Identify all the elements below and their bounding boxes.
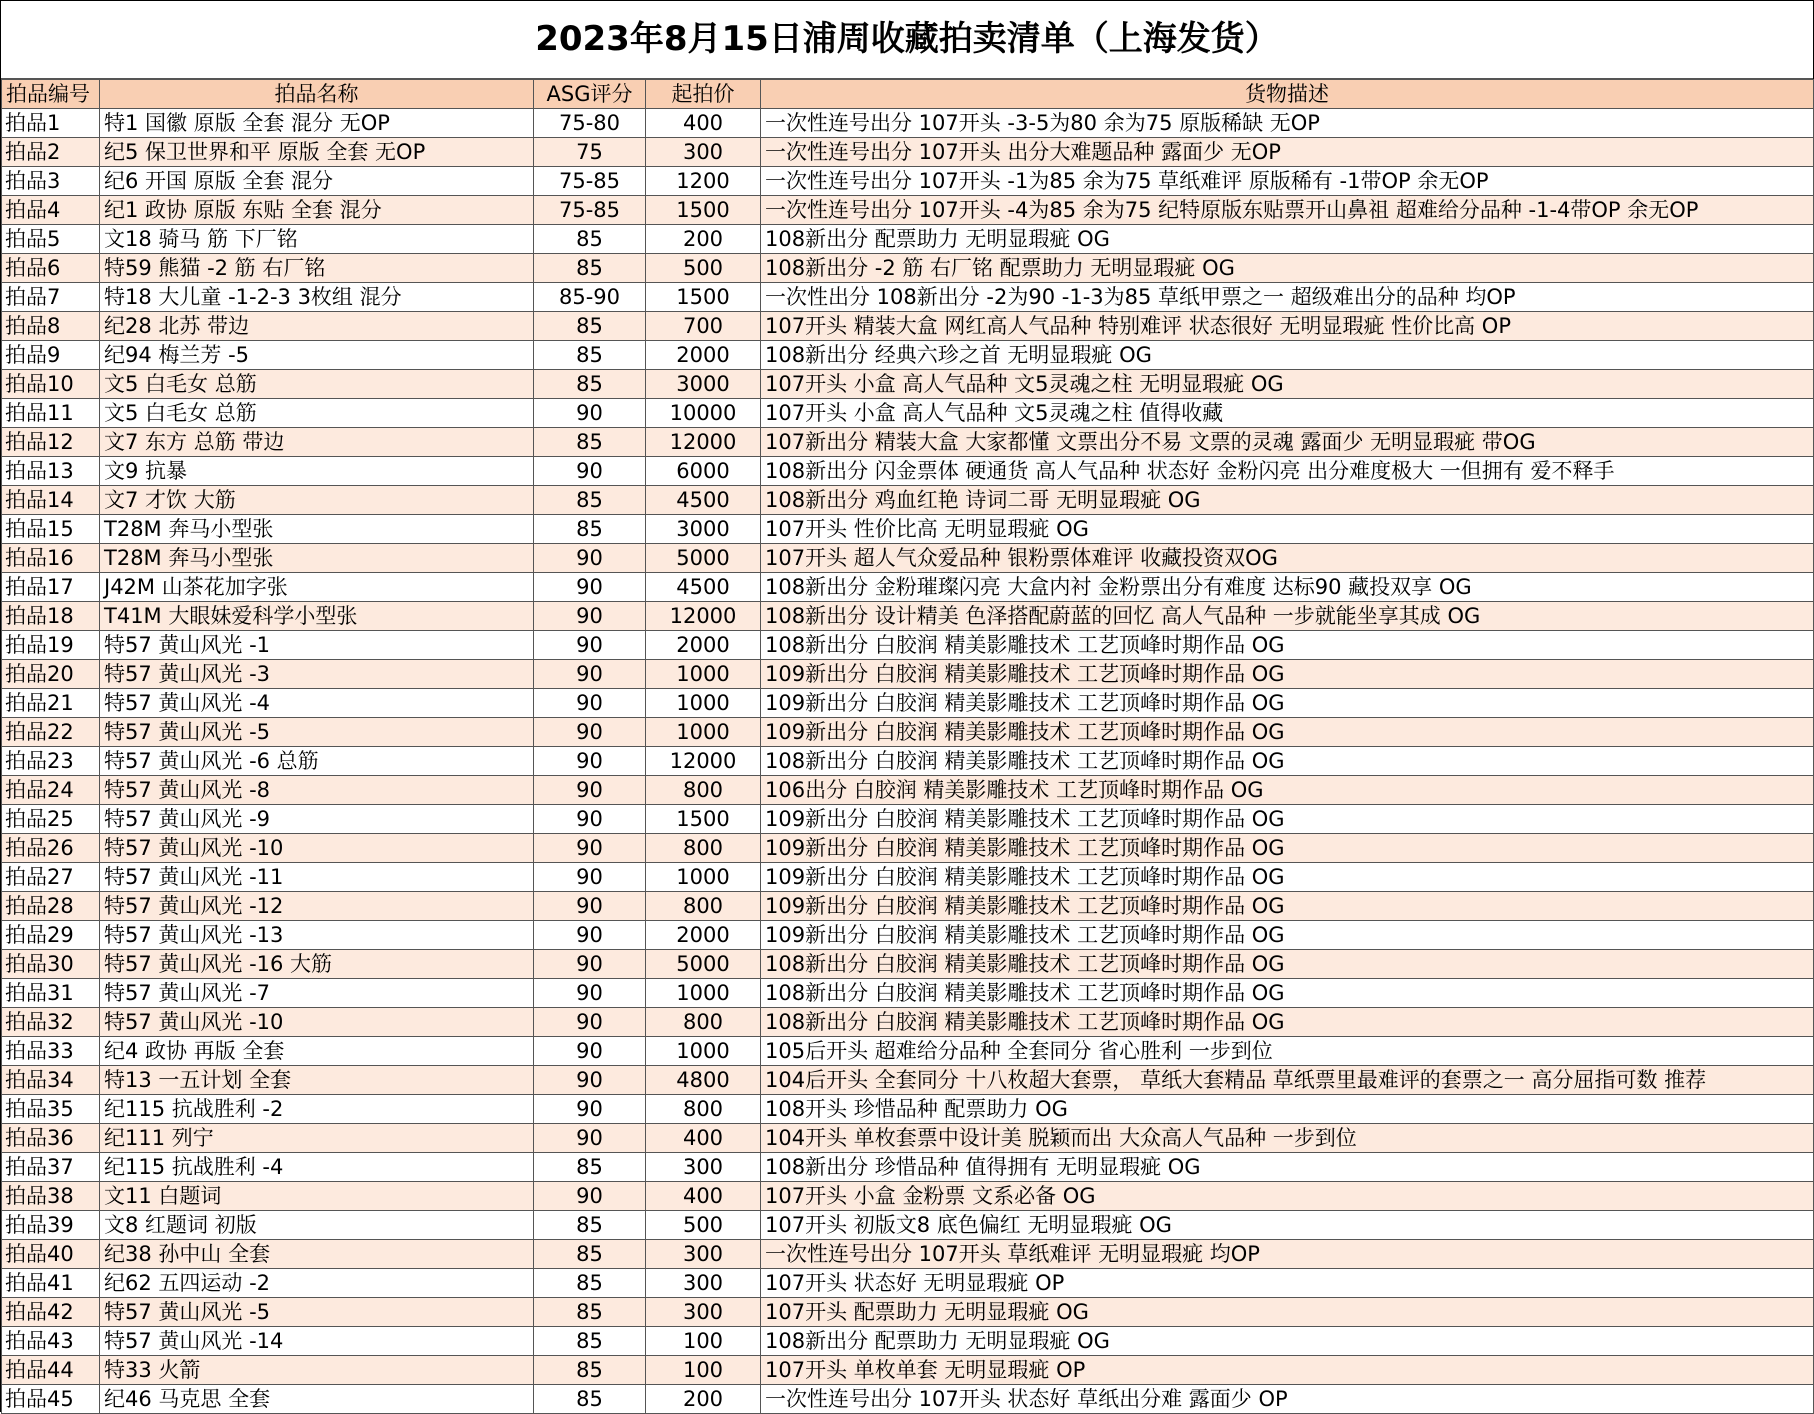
- lot-name-cell: 文18 骑马 筋 下厂铭: [100, 225, 534, 254]
- grade-cell: 85: [534, 254, 646, 283]
- lot-id-cell: 拍品36: [2, 1124, 100, 1153]
- start-price-cell: 6000: [646, 457, 761, 486]
- grade-cell: 90: [534, 573, 646, 602]
- lot-name-cell: 特1 国徽 原版 全套 混分 无OP: [100, 109, 534, 138]
- table-row: [2, 892, 1814, 921]
- table-row: [2, 950, 1814, 979]
- description-cell: 109新出分 白胶润 精美影雕技术 工艺顶峰时期作品 OG: [761, 660, 1814, 689]
- lot-name-cell: T28M 奔马小型张: [100, 515, 534, 544]
- lot-id-cell: 拍品2: [2, 138, 100, 167]
- lot-id-cell: 拍品15: [2, 515, 100, 544]
- grade-cell: 85: [534, 1211, 646, 1240]
- lot-id-cell: 拍品32: [2, 1008, 100, 1037]
- lot-id-cell: 拍品8: [2, 312, 100, 341]
- grade-cell: 85: [534, 341, 646, 370]
- grade-cell: 90: [534, 979, 646, 1008]
- grade-cell: 85: [534, 1240, 646, 1269]
- grade-cell: 75-85: [534, 167, 646, 196]
- lot-name-cell: 纪6 开国 原版 全套 混分: [100, 167, 534, 196]
- lot-id-cell: 拍品39: [2, 1211, 100, 1240]
- description-cell: 107开头 配票助力 无明显瑕疵 OG: [761, 1298, 1814, 1327]
- description-cell: 108新出分 配票助力 无明显瑕疵 OG: [761, 1327, 1814, 1356]
- lot-name-cell: 文5 白毛女 总筋: [100, 399, 534, 428]
- description-cell: 107开头 小盒 高人气品种 文5灵魂之柱 值得收藏: [761, 399, 1814, 428]
- description-cell: 一次性连号出分 107开头 出分大难题品种 露面少 无OP: [761, 138, 1814, 167]
- description-cell: 一次性连号出分 107开头 状态好 草纸出分难 露面少 OP: [761, 1385, 1814, 1414]
- table-row: [2, 602, 1814, 631]
- table-row: [2, 1153, 1814, 1182]
- lot-id-cell: 拍品22: [2, 718, 100, 747]
- description-cell: 109新出分 白胶润 精美影雕技术 工艺顶峰时期作品 OG: [761, 863, 1814, 892]
- lot-id-cell: 拍品24: [2, 776, 100, 805]
- lot-id-cell: 拍品7: [2, 283, 100, 312]
- grade-cell: 85: [534, 1153, 646, 1182]
- table-row: [2, 1182, 1814, 1211]
- table-row: [2, 747, 1814, 776]
- lot-id-cell: 拍品23: [2, 747, 100, 776]
- description-cell: 105后开头 超难给分品种 全套同分 省心胜利 一步到位: [761, 1037, 1814, 1066]
- table-row: [2, 689, 1814, 718]
- grade-cell: 90: [534, 805, 646, 834]
- table-row: [2, 1298, 1814, 1327]
- lot-id-cell: 拍品17: [2, 573, 100, 602]
- grade-cell: 85: [534, 1298, 646, 1327]
- start-price-cell: 100: [646, 1327, 761, 1356]
- table-row: [2, 921, 1814, 950]
- description-cell: 108新出分 珍惜品种 值得拥有 无明显瑕疵 OG: [761, 1153, 1814, 1182]
- start-price-cell: 300: [646, 1269, 761, 1298]
- lot-name-cell: 特57 黄山风光 -16 大筋: [100, 950, 534, 979]
- lot-name-cell: 纪38 孙中山 全套: [100, 1240, 534, 1269]
- description-cell: 108新出分 经典六珍之首 无明显瑕疵 OG: [761, 341, 1814, 370]
- description-cell: 107开头 初版文8 底色偏红 无明显瑕疵 OG: [761, 1211, 1814, 1240]
- lot-name-cell: 特57 黄山风光 -14: [100, 1327, 534, 1356]
- start-price-cell: 1500: [646, 283, 761, 312]
- lot-name-cell: 文5 白毛女 总筋: [100, 370, 534, 399]
- lot-name-cell: 特57 黄山风光 -5: [100, 718, 534, 747]
- grade-cell: 85: [534, 1327, 646, 1356]
- start-price-cell: 200: [646, 1385, 761, 1414]
- lot-name-cell: 纪115 抗战胜利 -4: [100, 1153, 534, 1182]
- table-row: [2, 1095, 1814, 1124]
- lot-id-cell: 拍品14: [2, 486, 100, 515]
- lot-name-cell: 纪5 保卫世界和平 原版 全套 无OP: [100, 138, 534, 167]
- description-cell: 108新出分 白胶润 精美影雕技术 工艺顶峰时期作品 OG: [761, 747, 1814, 776]
- table-row: [2, 1356, 1814, 1385]
- header-lot-name: 拍品名称: [100, 80, 534, 109]
- grade-cell: 90: [534, 457, 646, 486]
- table-row: [2, 979, 1814, 1008]
- description-cell: 一次性连号出分 107开头 -3-5为80 余为75 原版稀缺 无OP: [761, 109, 1814, 138]
- description-cell: 一次性连号出分 107开头 -4为85 余为75 纪特原版东贴票开山鼻祖 超难给分品种 -1-4带OP 余无OP: [761, 196, 1814, 225]
- description-cell: 108新出分 闪金票体 硬通货 高人气品种 状态好 金粉闪亮 出分难度极大 一但拥有 爱不释手: [761, 457, 1814, 486]
- description-cell: 108新出分 设计精美 色泽搭配蔚蓝的回忆 高人气品种 一步就能坐享其成 OG: [761, 602, 1814, 631]
- start-price-cell: 1500: [646, 805, 761, 834]
- lot-name-cell: 特57 黄山风光 -11: [100, 863, 534, 892]
- start-price-cell: 1500: [646, 196, 761, 225]
- description-cell: 107开头 小盒 高人气品种 文5灵魂之柱 无明显瑕疵 OG: [761, 370, 1814, 399]
- description-cell: 108新出分 白胶润 精美影雕技术 工艺顶峰时期作品 OG: [761, 979, 1814, 1008]
- description-cell: 109新出分 白胶润 精美影雕技术 工艺顶峰时期作品 OG: [761, 921, 1814, 950]
- start-price-cell: 1000: [646, 979, 761, 1008]
- table-row: [2, 573, 1814, 602]
- table-row: [2, 834, 1814, 863]
- grade-cell: 75-80: [534, 109, 646, 138]
- lot-name-cell: 文9 抗暴: [100, 457, 534, 486]
- start-price-cell: 12000: [646, 428, 761, 457]
- start-price-cell: 1000: [646, 863, 761, 892]
- grade-cell: 90: [534, 544, 646, 573]
- lot-name-cell: 纪111 列宁: [100, 1124, 534, 1153]
- description-cell: 107开头 超人气众爱品种 银粉票体难评 收藏投资双OG: [761, 544, 1814, 573]
- header-grade: ASG评分: [534, 80, 646, 109]
- start-price-cell: 100: [646, 1356, 761, 1385]
- description-cell: 104后开头 全套同分 十八枚超大套票， 草纸大套精品 草纸票里最难评的套票之一 高分屈指可数 推荐: [761, 1066, 1814, 1095]
- lot-id-cell: 拍品5: [2, 225, 100, 254]
- grade-cell: 90: [534, 834, 646, 863]
- table-row: [2, 109, 1814, 138]
- grade-cell: 85: [534, 225, 646, 254]
- lot-name-cell: 特57 黄山风光 -3: [100, 660, 534, 689]
- lot-id-cell: 拍品31: [2, 979, 100, 1008]
- grade-cell: 90: [534, 863, 646, 892]
- lot-id-cell: 拍品42: [2, 1298, 100, 1327]
- start-price-cell: 2000: [646, 921, 761, 950]
- grade-cell: 90: [534, 1066, 646, 1095]
- table-row: [2, 167, 1814, 196]
- grade-cell: 90: [534, 1182, 646, 1211]
- header-row: [2, 80, 1814, 109]
- lot-name-cell: 文7 东方 总筋 带边: [100, 428, 534, 457]
- start-price-cell: 1000: [646, 1037, 761, 1066]
- grade-cell: 90: [534, 1008, 646, 1037]
- lot-id-cell: 拍品38: [2, 1182, 100, 1211]
- lot-name-cell: 特57 黄山风光 -10: [100, 1008, 534, 1037]
- lot-id-cell: 拍品12: [2, 428, 100, 457]
- lot-name-cell: 特57 黄山风光 -13: [100, 921, 534, 950]
- description-cell: 108新出分 鸡血红艳 诗词二哥 无明显瑕疵 OG: [761, 486, 1814, 515]
- description-cell: 108开头 珍惜品种 配票助力 OG: [761, 1095, 1814, 1124]
- grade-cell: 85: [534, 1356, 646, 1385]
- table-row: [2, 341, 1814, 370]
- start-price-cell: 3000: [646, 515, 761, 544]
- grade-cell: 90: [534, 602, 646, 631]
- lot-name-cell: 特57 黄山风光 -5: [100, 1298, 534, 1327]
- start-price-cell: 800: [646, 834, 761, 863]
- lot-id-cell: 拍品20: [2, 660, 100, 689]
- lot-id-cell: 拍品13: [2, 457, 100, 486]
- table-row: [2, 1066, 1814, 1095]
- lot-id-cell: 拍品25: [2, 805, 100, 834]
- lot-name-cell: T41M 大眼妹爱科学小型张: [100, 602, 534, 631]
- table-row: [2, 718, 1814, 747]
- start-price-cell: 12000: [646, 747, 761, 776]
- lot-name-cell: 特57 黄山风光 -8: [100, 776, 534, 805]
- lot-id-cell: 拍品30: [2, 950, 100, 979]
- lot-id-cell: 拍品3: [2, 167, 100, 196]
- grade-cell: 90: [534, 921, 646, 950]
- lot-id-cell: 拍品26: [2, 834, 100, 863]
- table-row: [2, 660, 1814, 689]
- lot-id-cell: 拍品16: [2, 544, 100, 573]
- header-lot-id: 拍品编号: [2, 80, 100, 109]
- lot-id-cell: 拍品40: [2, 1240, 100, 1269]
- lot-name-cell: 文8 红题词 初版: [100, 1211, 534, 1240]
- table-row: [2, 254, 1814, 283]
- description-cell: 106出分 白胶润 精美影雕技术 工艺顶峰时期作品 OG: [761, 776, 1814, 805]
- lot-name-cell: 特57 黄山风光 -12: [100, 892, 534, 921]
- lot-id-cell: 拍品27: [2, 863, 100, 892]
- auction-table: [1, 79, 1814, 1414]
- table-row: [2, 515, 1814, 544]
- table-row: [2, 283, 1814, 312]
- lot-name-cell: 特57 黄山风光 -10: [100, 834, 534, 863]
- table-row: [2, 457, 1814, 486]
- start-price-cell: 5000: [646, 544, 761, 573]
- table-row: [2, 805, 1814, 834]
- grade-cell: 90: [534, 718, 646, 747]
- lot-id-cell: 拍品4: [2, 196, 100, 225]
- start-price-cell: 4500: [646, 486, 761, 515]
- grade-cell: 90: [534, 1124, 646, 1153]
- description-cell: 108新出分 白胶润 精美影雕技术 工艺顶峰时期作品 OG: [761, 950, 1814, 979]
- start-price-cell: 800: [646, 1095, 761, 1124]
- start-price-cell: 5000: [646, 950, 761, 979]
- start-price-cell: 2000: [646, 631, 761, 660]
- table-row: [2, 1385, 1814, 1414]
- table-row: [2, 1008, 1814, 1037]
- start-price-cell: 10000: [646, 399, 761, 428]
- table-row: [2, 776, 1814, 805]
- start-price-cell: 12000: [646, 602, 761, 631]
- description-cell: 107开头 性价比高 无明显瑕疵 OG: [761, 515, 1814, 544]
- lot-id-cell: 拍品10: [2, 370, 100, 399]
- table-row: [2, 1240, 1814, 1269]
- description-cell: 108新出分 白胶润 精美影雕技术 工艺顶峰时期作品 OG: [761, 1008, 1814, 1037]
- table-row: [2, 428, 1814, 457]
- start-price-cell: 1000: [646, 689, 761, 718]
- start-price-cell: 800: [646, 776, 761, 805]
- grade-cell: 85-90: [534, 283, 646, 312]
- lot-name-cell: 特18 大儿童 -1-2-3 3枚组 混分: [100, 283, 534, 312]
- table-row: [2, 312, 1814, 341]
- lot-name-cell: 特57 黄山风光 -4: [100, 689, 534, 718]
- lot-id-cell: 拍品45: [2, 1385, 100, 1414]
- table-row: [2, 486, 1814, 515]
- description-cell: 一次性连号出分 107开头 草纸难评 无明显瑕疵 均OP: [761, 1240, 1814, 1269]
- lot-id-cell: 拍品33: [2, 1037, 100, 1066]
- table-row: [2, 631, 1814, 660]
- grade-cell: 90: [534, 892, 646, 921]
- lot-name-cell: 特57 黄山风光 -6 总筋: [100, 747, 534, 776]
- lot-name-cell: 纪46 马克思 全套: [100, 1385, 534, 1414]
- lot-name-cell: 文7 才饮 大筋: [100, 486, 534, 515]
- start-price-cell: 1000: [646, 660, 761, 689]
- lot-name-cell: 文11 白题词: [100, 1182, 534, 1211]
- start-price-cell: 500: [646, 254, 761, 283]
- lot-id-cell: 拍品28: [2, 892, 100, 921]
- start-price-cell: 300: [646, 1153, 761, 1182]
- start-price-cell: 4500: [646, 573, 761, 602]
- lot-id-cell: 拍品9: [2, 341, 100, 370]
- lot-name-cell: 纪62 五四运动 -2: [100, 1269, 534, 1298]
- table-row: [2, 1269, 1814, 1298]
- lot-id-cell: 拍品35: [2, 1095, 100, 1124]
- lot-name-cell: J42M 山茶花加字张: [100, 573, 534, 602]
- start-price-cell: 300: [646, 1240, 761, 1269]
- description-cell: 108新出分 白胶润 精美影雕技术 工艺顶峰时期作品 OG: [761, 631, 1814, 660]
- start-price-cell: 1000: [646, 718, 761, 747]
- start-price-cell: 300: [646, 1298, 761, 1327]
- description-cell: 108新出分 -2 筋 右厂铭 配票助力 无明显瑕疵 OG: [761, 254, 1814, 283]
- grade-cell: 85: [534, 486, 646, 515]
- lot-name-cell: 特57 黄山风光 -1: [100, 631, 534, 660]
- grade-cell: 75: [534, 138, 646, 167]
- start-price-cell: 500: [646, 1211, 761, 1240]
- table-row: [2, 1124, 1814, 1153]
- lot-id-cell: 拍品19: [2, 631, 100, 660]
- start-price-cell: 200: [646, 225, 761, 254]
- grade-cell: 90: [534, 399, 646, 428]
- lot-name-cell: 纪94 梅兰芳 -5: [100, 341, 534, 370]
- table-row: [2, 370, 1814, 399]
- description-cell: 109新出分 白胶润 精美影雕技术 工艺顶峰时期作品 OG: [761, 892, 1814, 921]
- grade-cell: 85: [534, 428, 646, 457]
- table-row: [2, 1211, 1814, 1240]
- lot-id-cell: 拍品41: [2, 1269, 100, 1298]
- start-price-cell: 800: [646, 1008, 761, 1037]
- lot-id-cell: 拍品34: [2, 1066, 100, 1095]
- table-row: [2, 138, 1814, 167]
- start-price-cell: 800: [646, 892, 761, 921]
- grade-cell: 85: [534, 312, 646, 341]
- lot-id-cell: 拍品1: [2, 109, 100, 138]
- table-row: [2, 399, 1814, 428]
- sheet-title: 2023年8月15日浦周收藏拍卖清单（上海发货）: [1, 1, 1813, 79]
- table-row: [2, 863, 1814, 892]
- start-price-cell: 4800: [646, 1066, 761, 1095]
- start-price-cell: 1200: [646, 167, 761, 196]
- start-price-cell: 400: [646, 1182, 761, 1211]
- grade-cell: 90: [534, 660, 646, 689]
- grade-cell: 90: [534, 689, 646, 718]
- lot-name-cell: 纪115 抗战胜利 -2: [100, 1095, 534, 1124]
- lot-id-cell: 拍品44: [2, 1356, 100, 1385]
- table-body: [2, 109, 1814, 1414]
- grade-cell: 90: [534, 950, 646, 979]
- lot-id-cell: 拍品29: [2, 921, 100, 950]
- description-cell: 107新出分 精装大盒 大家都懂 文票出分不易 文票的灵魂 露面少 无明显瑕疵 带OG: [761, 428, 1814, 457]
- description-cell: 109新出分 白胶润 精美影雕技术 工艺顶峰时期作品 OG: [761, 834, 1814, 863]
- table-row: [2, 1037, 1814, 1066]
- description-cell: 107开头 状态好 无明显瑕疵 OP: [761, 1269, 1814, 1298]
- description-cell: 104开头 单枚套票中设计美 脱颖而出 大众高人气品种 一步到位: [761, 1124, 1814, 1153]
- description-cell: 109新出分 白胶润 精美影雕技术 工艺顶峰时期作品 OG: [761, 718, 1814, 747]
- lot-name-cell: 纪28 北苏 带边: [100, 312, 534, 341]
- table-row: [2, 225, 1814, 254]
- table-row: [2, 544, 1814, 573]
- start-price-cell: 400: [646, 109, 761, 138]
- lot-id-cell: 拍品21: [2, 689, 100, 718]
- description-cell: 107开头 小盒 金粉票 文系必备 OG: [761, 1182, 1814, 1211]
- lot-id-cell: 拍品43: [2, 1327, 100, 1356]
- grade-cell: 85: [534, 1385, 646, 1414]
- description-cell: 107开头 精装大盒 网红高人气品种 特别难评 状态很好 无明显瑕疵 性价比高 OP: [761, 312, 1814, 341]
- start-price-cell: 300: [646, 138, 761, 167]
- description-cell: 107开头 单枚单套 无明显瑕疵 OP: [761, 1356, 1814, 1385]
- grade-cell: 85: [534, 515, 646, 544]
- grade-cell: 85: [534, 1269, 646, 1298]
- grade-cell: 75-85: [534, 196, 646, 225]
- start-price-cell: 2000: [646, 341, 761, 370]
- lot-name-cell: 特57 黄山风光 -7: [100, 979, 534, 1008]
- lot-id-cell: 拍品37: [2, 1153, 100, 1182]
- grade-cell: 90: [534, 747, 646, 776]
- grade-cell: 90: [534, 776, 646, 805]
- grade-cell: 90: [534, 1095, 646, 1124]
- lot-name-cell: 纪1 政协 原版 东贴 全套 混分: [100, 196, 534, 225]
- lot-id-cell: 拍品11: [2, 399, 100, 428]
- lot-name-cell: 特33 火箭: [100, 1356, 534, 1385]
- header-description: 货物描述: [761, 80, 1814, 109]
- lot-id-cell: 拍品18: [2, 602, 100, 631]
- description-cell: 108新出分 金粉璀璨闪亮 大盒内衬 金粉票出分有难度 达标90 藏投双享 OG: [761, 573, 1814, 602]
- table-row: [2, 196, 1814, 225]
- lot-name-cell: 特13 一五计划 全套: [100, 1066, 534, 1095]
- start-price-cell: 400: [646, 1124, 761, 1153]
- description-cell: 109新出分 白胶润 精美影雕技术 工艺顶峰时期作品 OG: [761, 689, 1814, 718]
- lot-name-cell: 特59 熊猫 -2 筋 右厂铭: [100, 254, 534, 283]
- lot-id-cell: 拍品6: [2, 254, 100, 283]
- lot-name-cell: 特57 黄山风光 -9: [100, 805, 534, 834]
- lot-name-cell: T28M 奔马小型张: [100, 544, 534, 573]
- description-cell: 108新出分 配票助力 无明显瑕疵 OG: [761, 225, 1814, 254]
- lot-name-cell: 纪4 政协 再版 全套: [100, 1037, 534, 1066]
- description-cell: 109新出分 白胶润 精美影雕技术 工艺顶峰时期作品 OG: [761, 805, 1814, 834]
- grade-cell: 90: [534, 1037, 646, 1066]
- table-row: [2, 1327, 1814, 1356]
- grade-cell: 85: [534, 370, 646, 399]
- header-start-price: 起拍价: [646, 80, 761, 109]
- grade-cell: 90: [534, 631, 646, 660]
- start-price-cell: 700: [646, 312, 761, 341]
- description-cell: 一次性出分 108新出分 -2为90 -1-3为85 草纸甲票之一 超级难出分的品种 均OP: [761, 283, 1814, 312]
- description-cell: 一次性连号出分 107开头 -1为85 余为75 草纸难评 原版稀有 -1带OP 余无OP: [761, 167, 1814, 196]
- start-price-cell: 3000: [646, 370, 761, 399]
